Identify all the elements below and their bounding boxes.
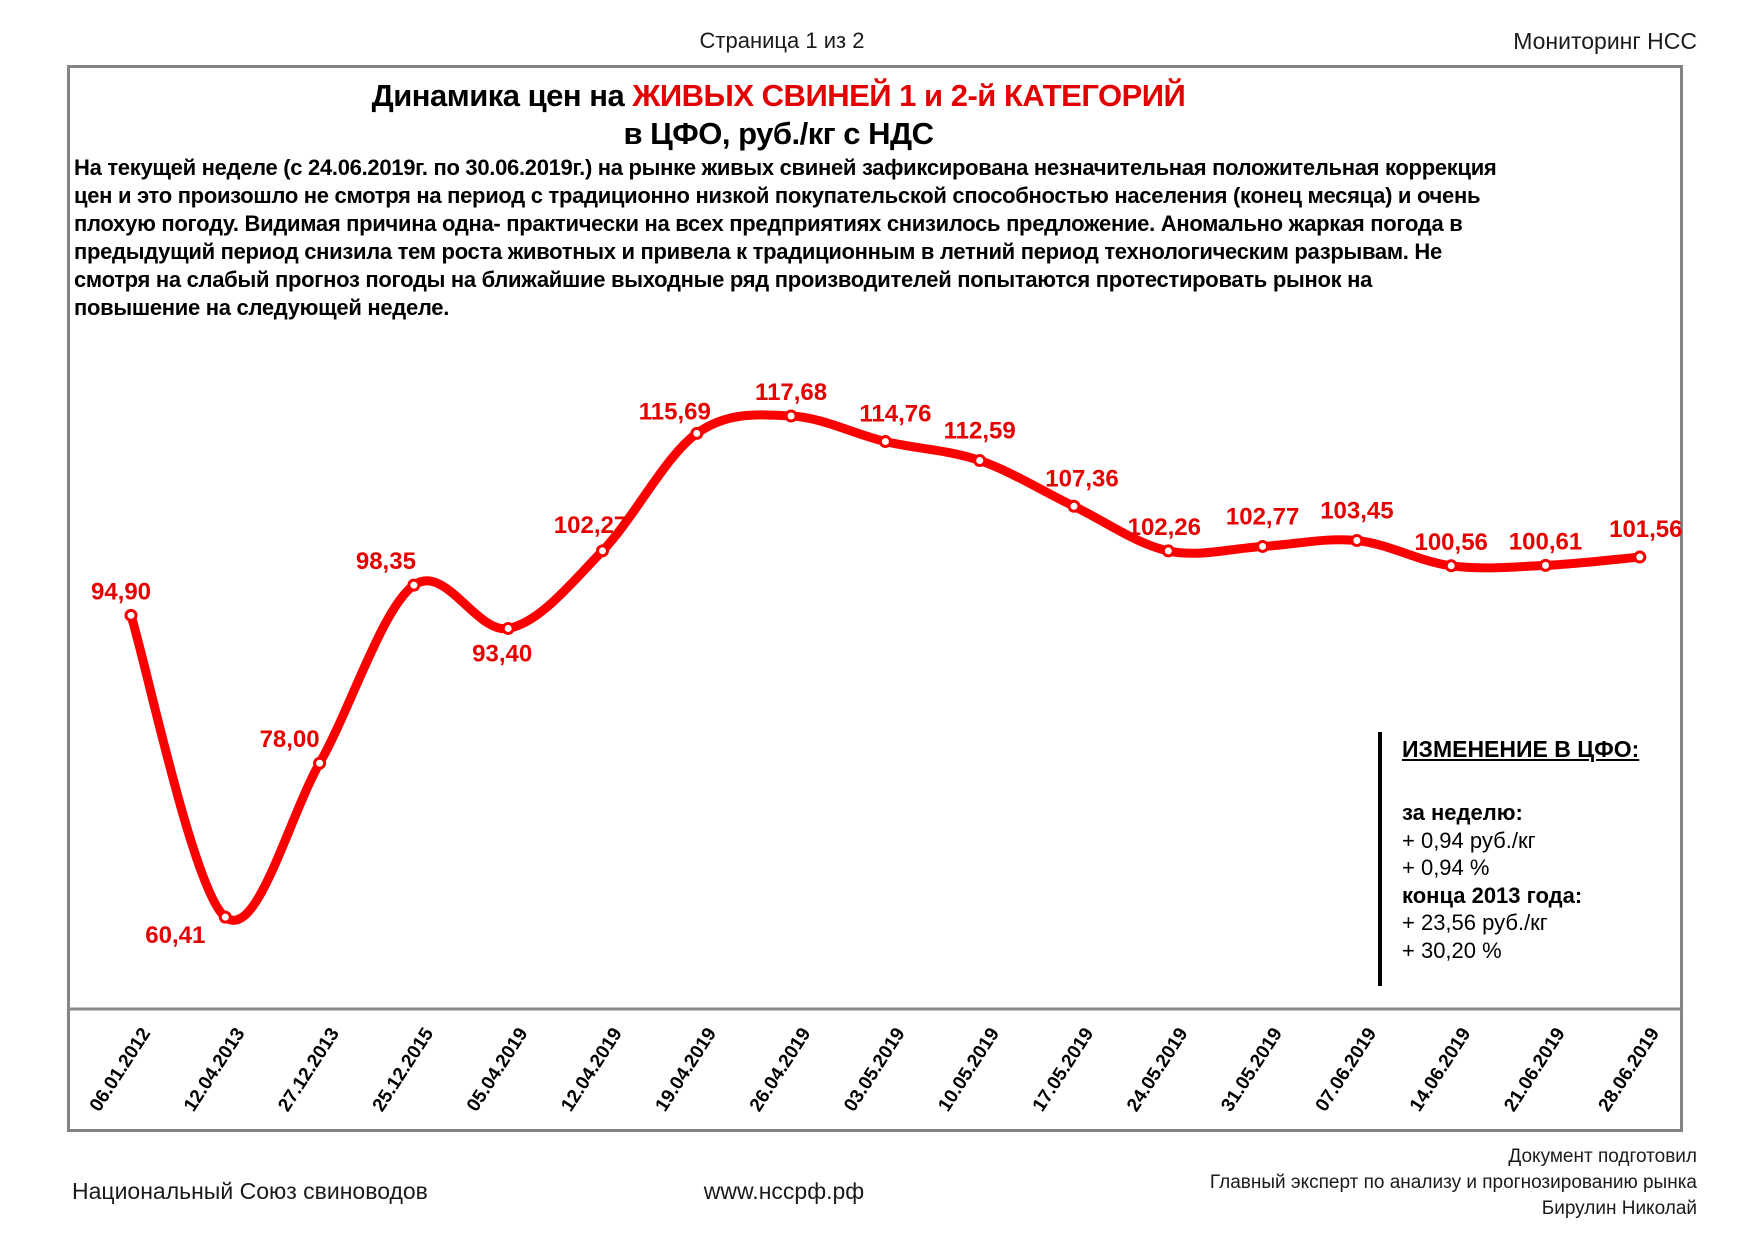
data-point-label: 107,36: [1045, 465, 1119, 493]
doc-type-label: Мониторинг НСС: [1513, 28, 1697, 54]
data-point-label: 115,69: [638, 398, 711, 426]
data-point-label: 60,41: [145, 922, 206, 950]
x-tick-label: 10.05.2019: [934, 1024, 1004, 1116]
annotation-divider-line: [1378, 732, 1382, 986]
footer-author-line: Бирулин Николай: [1541, 1198, 1697, 1219]
change-summary-line: + 0,94 %: [1402, 855, 1490, 880]
footer-author-line: Документ подготовил: [1508, 1146, 1697, 1167]
x-tick-label: 12.04.2013: [180, 1024, 250, 1116]
x-tick-label: 03.05.2019: [840, 1024, 910, 1116]
change-summary-title: ИЗМЕНЕНИЕ В ЦФО:: [1402, 736, 1640, 762]
x-tick-label: 17.05.2019: [1028, 1024, 1099, 1116]
footer-author-line: Главный эксперт по анализу и прогнозированию рынка: [1209, 1172, 1697, 1193]
x-tick-label: 21.06.2019: [1500, 1024, 1570, 1116]
data-point-label: 101,56: [1609, 516, 1683, 544]
change-summary-box: [1402, 736, 1682, 964]
x-tick-label: 05.04.2019: [462, 1024, 533, 1116]
change-summary-lines: [1402, 799, 1682, 964]
chart-title: [67, 78, 1490, 114]
x-tick-label: 31.05.2019: [1217, 1024, 1287, 1116]
data-point-label: 93,40: [472, 640, 533, 668]
data-point-label: 78,00: [259, 726, 320, 754]
x-tick-label: 27.12.2013: [274, 1024, 344, 1116]
chart-subtitle: в ЦФО, руб./кг с НДС: [623, 116, 934, 151]
chart-title-highlight: ЖИВЫХ СВИНЕЙ 1 и 2-й КАТЕГОРИЙ: [632, 78, 1186, 113]
data-point-label: 117,68: [755, 379, 828, 406]
data-point-label: 102,26: [1127, 513, 1202, 541]
x-tick-label: 19.04.2019: [651, 1024, 721, 1116]
footer-organization: Национальный Союз свиноводов: [72, 1178, 428, 1204]
data-point-label: 103,45: [1320, 497, 1394, 525]
x-tick-label: 12.04.2019: [557, 1024, 627, 1116]
data-point-label: 112,59: [943, 417, 1016, 445]
chart-title-prefix: Динамика цен на: [371, 78, 633, 113]
page-number-label: Страница 1 из 2: [699, 28, 865, 53]
change-summary-line: + 23,56 руб./кг: [1402, 910, 1548, 935]
data-point-label: 100,56: [1414, 528, 1488, 556]
change-summary-line: + 30,20 %: [1402, 937, 1502, 963]
x-tick-label: 07.06.2019: [1311, 1024, 1382, 1116]
x-tick-label: 25.12.2015: [368, 1024, 439, 1116]
commentary-text: На текущей неделе (с 24.06.2019г. по 30.06.2019г.) на рынке живых свиней зафиксирована незначительная положительная коррекция цен и это произошло не смотря на период с традиционно низкой покупательской способностью населения (конец месяца) и очень плохую погоду. Видимая причина одна- практически на всех предприятиях снизилось предложение. Аномально жаркая погода в предыдущий период снизила тем роста животных и привела к традиционным в летний период технологическим разрывам. Не смотря на слабый прогноз погоды на ближайшие выходные ряд производителей попытаются протестировать рынок на повышение на следующей неделе.: [74, 155, 1497, 320]
footer-author-block: [1097, 1144, 1697, 1222]
footer-website: www.нссрф.рф: [703, 1178, 865, 1204]
data-point-label: 94,90: [90, 578, 152, 606]
x-tick-label: 14.06.2019: [1405, 1024, 1476, 1116]
data-point-label: 98,35: [355, 548, 416, 576]
x-tick-label: 26.04.2019: [745, 1024, 816, 1116]
change-summary-line: конца 2013 года:: [1402, 882, 1583, 908]
x-tick-label: 28.06.2019: [1594, 1024, 1664, 1116]
x-tick-label: 24.05.2019: [1123, 1024, 1193, 1116]
data-point-label: 100,61: [1508, 528, 1583, 556]
data-point-label: 102,77: [1225, 503, 1300, 531]
data-point-label: 102,27: [553, 511, 628, 539]
change-summary-line: за неделю:: [1402, 800, 1523, 825]
x-tick-label: 06.01.2012: [85, 1024, 156, 1116]
change-summary-line: + 0,94 руб./кг: [1402, 827, 1536, 853]
data-point-label: 114,76: [859, 400, 932, 428]
